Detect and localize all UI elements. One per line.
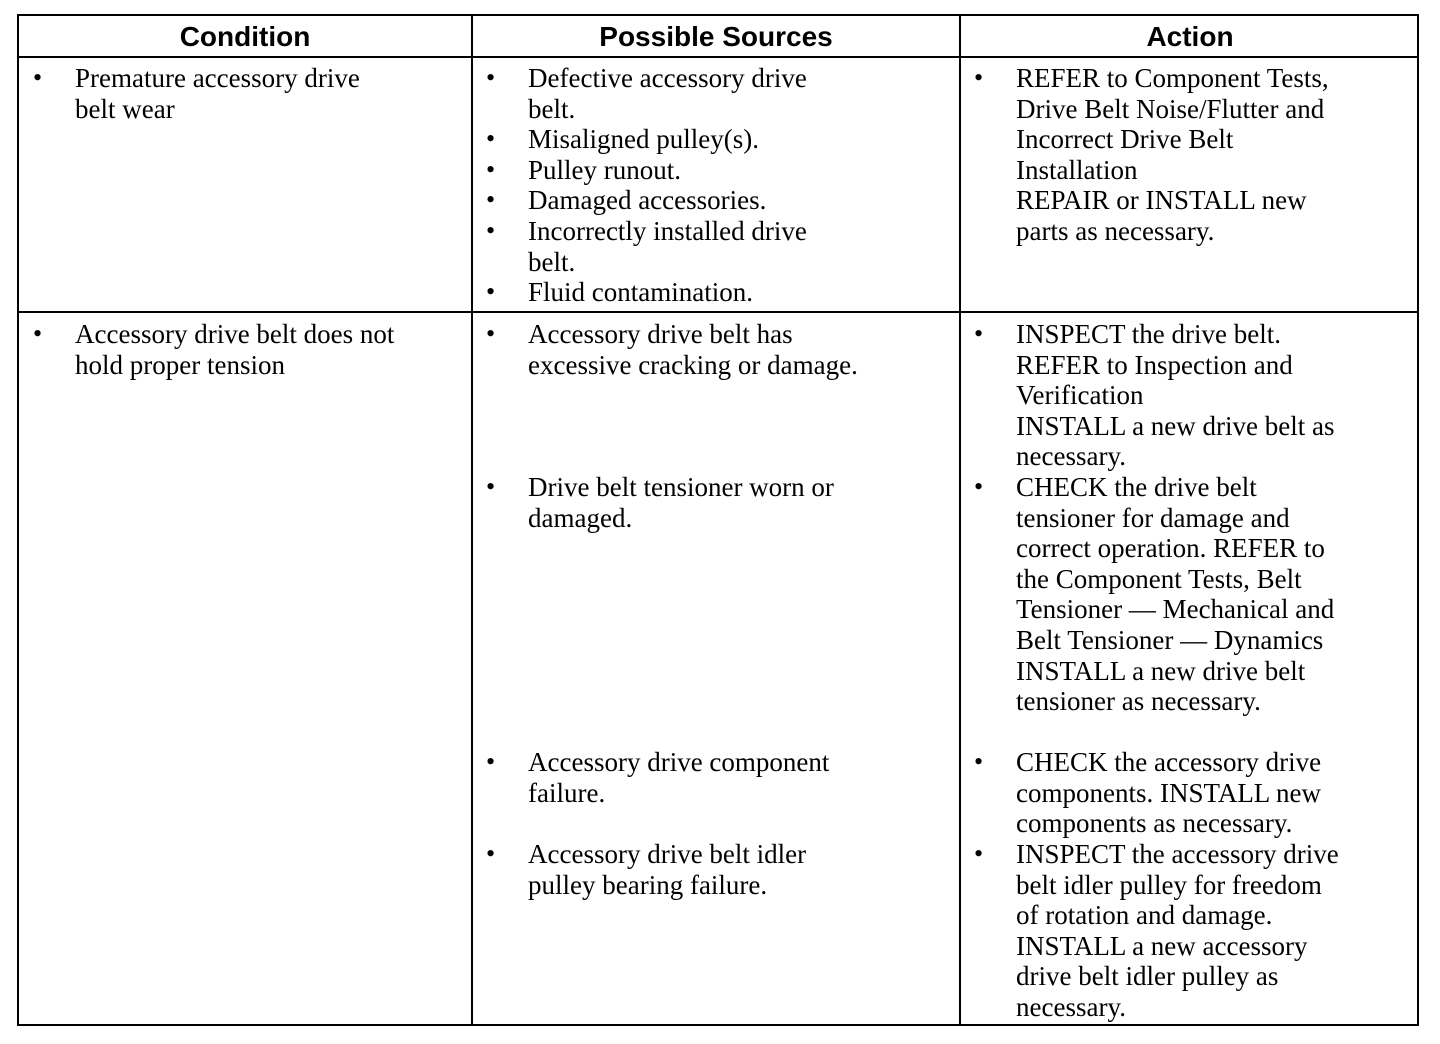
source-text: Fluid contamination. [528, 277, 753, 307]
list-item [974, 319, 1419, 472]
list-item [486, 319, 956, 380]
list-item [33, 319, 463, 380]
action-text: REFER to Component Tests, Drive Belt Noise/Flutter and Incorrect Drive Belt Installation REPAIR or INSTALL new parts as necessary. [1016, 63, 1329, 246]
source-text: Accessory drive belt idler pulley bearing failure. [528, 839, 807, 900]
column-divider [959, 16, 961, 1024]
bullet: • [33, 63, 43, 92]
bullet: • [486, 319, 496, 348]
bullet: • [486, 277, 496, 306]
bullet: • [486, 63, 496, 92]
bullet: • [486, 124, 496, 153]
action-text: CHECK the drive belt tensioner for damage and correct operation. REFER to the Component Tests, Belt Tensioner — Mechanical and Belt Tensioner — Dynamics INSTALL a new drive belt tensioner as necessary. [1016, 472, 1335, 717]
bullet: • [974, 839, 984, 868]
list-item [486, 185, 956, 216]
list-item [486, 472, 956, 533]
bullet: • [974, 747, 984, 776]
bullet: • [974, 319, 984, 348]
bullet: • [486, 216, 496, 245]
source-text: Pulley runout. [528, 155, 681, 185]
list-item [974, 747, 1419, 839]
source-text: Drive belt tensioner worn or damaged. [528, 472, 834, 533]
bullet: • [33, 319, 43, 348]
source-text: Incorrectly installed drive belt. [528, 216, 807, 277]
row-divider [19, 56, 1417, 58]
header-condition: Condition [179, 21, 311, 52]
source-text: Damaged accessories. [528, 185, 767, 215]
list-item [486, 155, 956, 186]
list-item [486, 124, 956, 155]
list-item [486, 839, 956, 900]
row-divider [19, 311, 1417, 313]
source-text: Accessory drive belt has excessive cracking or damage. [528, 319, 858, 380]
list-item [974, 839, 1419, 1023]
source-text: Accessory drive component failure. [528, 747, 830, 808]
condition-text: Premature accessory drive belt wear [75, 63, 360, 124]
column-divider [471, 16, 473, 1024]
bullet: • [974, 63, 984, 92]
list-item [486, 63, 956, 124]
list-item [486, 216, 956, 277]
source-text: Misaligned pulley(s). [528, 124, 759, 154]
header-action: Action [1146, 21, 1234, 52]
header-possible-sources: Possible Sources [599, 21, 833, 52]
action-text: INSPECT the accessory drive belt idler pulley for freedom of rotation and damage. INSTALL a new accessory drive belt idler pulley as necessary. [1016, 839, 1339, 1022]
list-item [486, 747, 956, 808]
action-text: CHECK the accessory drive components. INSTALL new components as necessary. [1016, 747, 1322, 839]
list-item [486, 277, 956, 308]
list-item [974, 472, 1419, 717]
action-text: INSPECT the drive belt. REFER to Inspection and Verification INSTALL a new drive belt as necessary. [1016, 319, 1335, 472]
list-item [33, 63, 463, 124]
diagnosis-table [17, 14, 1419, 1026]
bullet: • [486, 185, 496, 214]
condition-text: Accessory drive belt does not hold proper tension [75, 319, 395, 380]
bullet: • [486, 155, 496, 184]
bullet: • [486, 472, 496, 501]
list-item [974, 63, 1419, 247]
source-text: Defective accessory drive belt. [528, 63, 807, 124]
bullet: • [486, 839, 496, 868]
bullet: • [974, 472, 984, 501]
bullet: • [486, 747, 496, 776]
